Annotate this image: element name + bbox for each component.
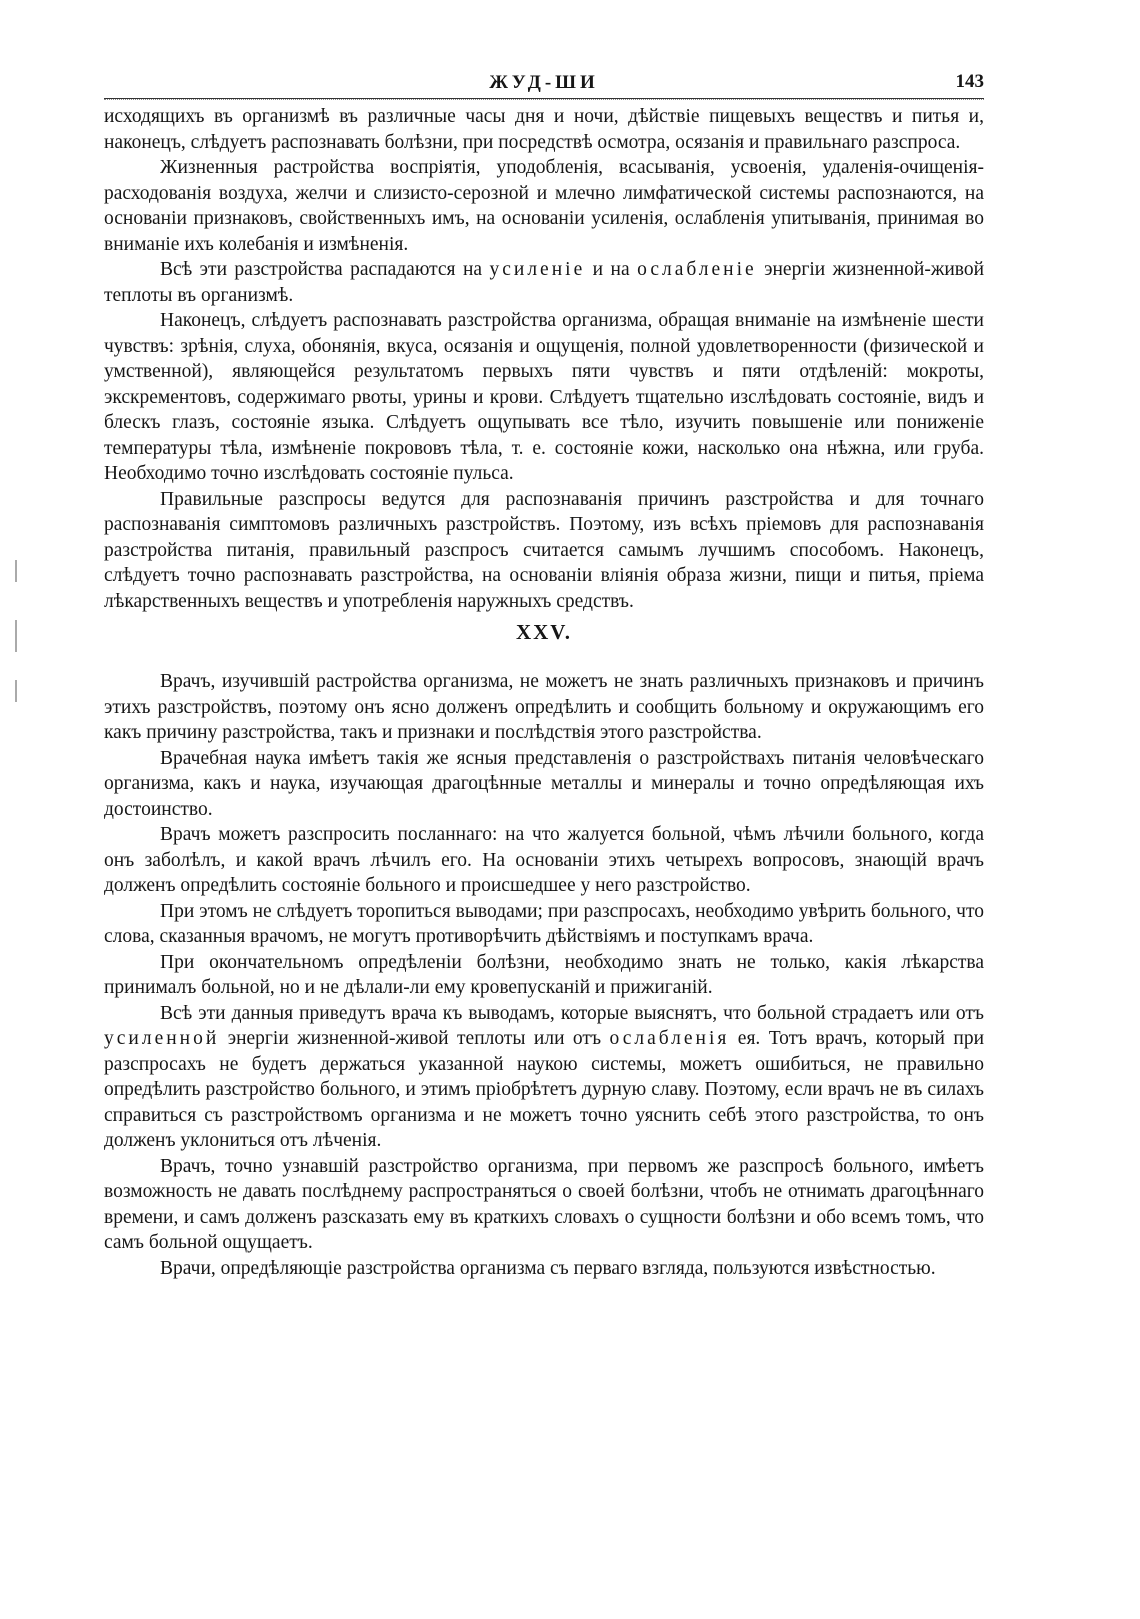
text-run: энергіи жизненной-живой теплоты въ организмѣ. — [104, 259, 985, 306]
paragraph: Врачъ, изучившій растройства организма, не можетъ не знать различныхъ признаковъ и причинъ этихъ разстройствъ, поэтому онъ ясно долженъ опредѣлить и сообщить больному и окружающимъ его какъ причину разстройства, такъ и признаки и послѣдствія этого разстройства. — [104, 671, 984, 743]
paragraph: При окончательномъ опредѣленіи болѣзни, необходимо знать не только, какія лѣкарства принималъ больной, но и не дѣлали-ли ему кровепусканій и прижиганій. — [104, 951, 984, 998]
paragraph: При этомъ не слѣдуетъ торопиться выводами; при разспросахъ, необходимо увѣрить больного, что слова, сказанныя врачомъ, не могутъ противорѣчить дѣйствіямъ и поступкамъ врача. — [104, 900, 984, 947]
header-rule — [104, 98, 984, 100]
paragraph: Правильные разспросы ведутся для распознаванія причинъ разстройства и для точнаго распознаванія симптомовъ различныхъ разстройствъ. Поэтому, изъ всѣхъ пріемовъ для распознаванія разстройства питанія, правильный разспросъ считается самымъ лучшимъ способомъ. Наконецъ, слѣдуетъ точно распознавать разстройства, на основаніи вліянія образа жизни, пищи и питья, пріема лѣкарственныхъ веществъ и употребленія наружныхъ средствъ. — [104, 488, 984, 612]
spaced-term: ослабленія — [609, 1028, 730, 1049]
document-page — [104, 66, 984, 1281]
text-body — [104, 104, 984, 1281]
spaced-term: ослабленіе — [637, 259, 757, 280]
text-run: Всѣ эти разстройства распадаются на — [160, 259, 483, 280]
spaced-term: усиленіе — [489, 259, 586, 280]
margin-mark — [15, 560, 17, 582]
paragraph: Врачъ можетъ разспросить посланнаго: на что жалуется больной, чѣмъ лѣчили больного, когда онъ заболѣлъ, и какой врачъ лѣчилъ его. На основаніи этихъ четырехъ вопросовъ, знающій врачъ долженъ опредѣлить состояніе больного и происшедшее у него разстройство. — [104, 824, 984, 896]
paragraph: Жизненныя растройства воспріятія, уподобленія, всасыванія, усвоенія, удаленія-очищенія-расходованія воздуха, желчи и слизисто-серозной и млечно лимфатической системы распознаются, на основаніи признаковъ, свойственныхъ имъ, на основаніи усиленія, ослабленія упитыванія, принимая во вниманіе ихъ колебанія и измѣненія. — [104, 157, 984, 255]
text-run: Всѣ эти данныя приведутъ врача къ выводамъ, которые выяснятъ, что больной страдаетъ или отъ — [160, 1002, 984, 1024]
paragraph: Врачи, опредѣляющіе разстройства организма съ перваго взгляда, пользуются извѣстностью. — [160, 1257, 936, 1279]
paragraph — [104, 257, 984, 308]
paragraph: Наконецъ, слѣдуетъ распознавать разстройства организма, обращая вниманіе на измѣненіе шести чувствъ: зрѣнія, слуха, обонянія, вкуса, осязанія и ощущенія, полной удовлетворенности (физической и умственной), являющейся результатомъ первыхъ пяти чувствъ и пяти отдѣленій: мокроты, экскрементовъ, содержимаго рвоты, урины и крови. Слѣдуетъ тщательно изслѣдовать состояніе, видъ и блескъ глазъ, состояніе языка. Слѣдуетъ ощупывать все тѣло, изучить повышеніе или пониженіе температуры тѣла, измѣненіе покрововъ тѣла, т. е. состояніе кожи, насколько она нѣжна, или груба. Необходимо точно изслѣдовать состояніе пульса. — [104, 310, 984, 484]
running-title: ЖУД-ШИ — [489, 72, 599, 93]
paragraph — [104, 1001, 984, 1154]
paragraph: Врачъ, точно узнавшій разстройство организма, при первомъ же разспросѣ больного, имѣетъ возможность не давать послѣднему распространяться о своей болѣзни, чтобъ не отнимать драгоцѣннаго времени, и самъ долженъ разсказать ему въ краткихъ словахъ о сущности болѣзни и обо всемъ томъ, что самъ больной ощущаетъ. — [104, 1155, 984, 1253]
paragraph: исходящихъ въ организмѣ въ различные часы дня и ночи, дѣйствіе пищевыхъ веществъ и питья и, наконецъ, слѣдуетъ распознавать болѣзни, при посредствѣ осмотра, осязанія и правильнаго разспроса. — [104, 106, 984, 153]
margin-mark — [15, 620, 17, 652]
page-header — [104, 66, 984, 96]
section-heading: XXV. — [515, 620, 573, 644]
spaced-term: усиленной — [104, 1028, 220, 1049]
text-run: энергіи жизненной-живой теплоты или отъ — [227, 1028, 602, 1049]
text-run: и на — [592, 259, 630, 280]
page-number: 143 — [955, 71, 984, 92]
margin-mark — [15, 680, 17, 702]
text-run: ея. Тотъ врачъ, который при разспросахъ не будетъ держаться указанной наукою системы, можетъ ошибиться, не правильно опредѣлить разстройство больного, и этимъ пріобрѣтетъ дурную славу. Поэтому, если врачъ не въ силахъ справиться съ разстройствомъ организма и не можетъ точно уяснить себѣ этого разстройства, то онъ долженъ уклониться отъ лѣченія. — [104, 1028, 985, 1151]
paragraph: Врачебная наука имѣетъ такія же ясныя представленія о разстройствахъ питанія человѣческаго организма, какъ и наука, изучающая драгоцѣнные металлы и минералы и точно опредѣляющая ихъ достоинство. — [104, 747, 984, 820]
